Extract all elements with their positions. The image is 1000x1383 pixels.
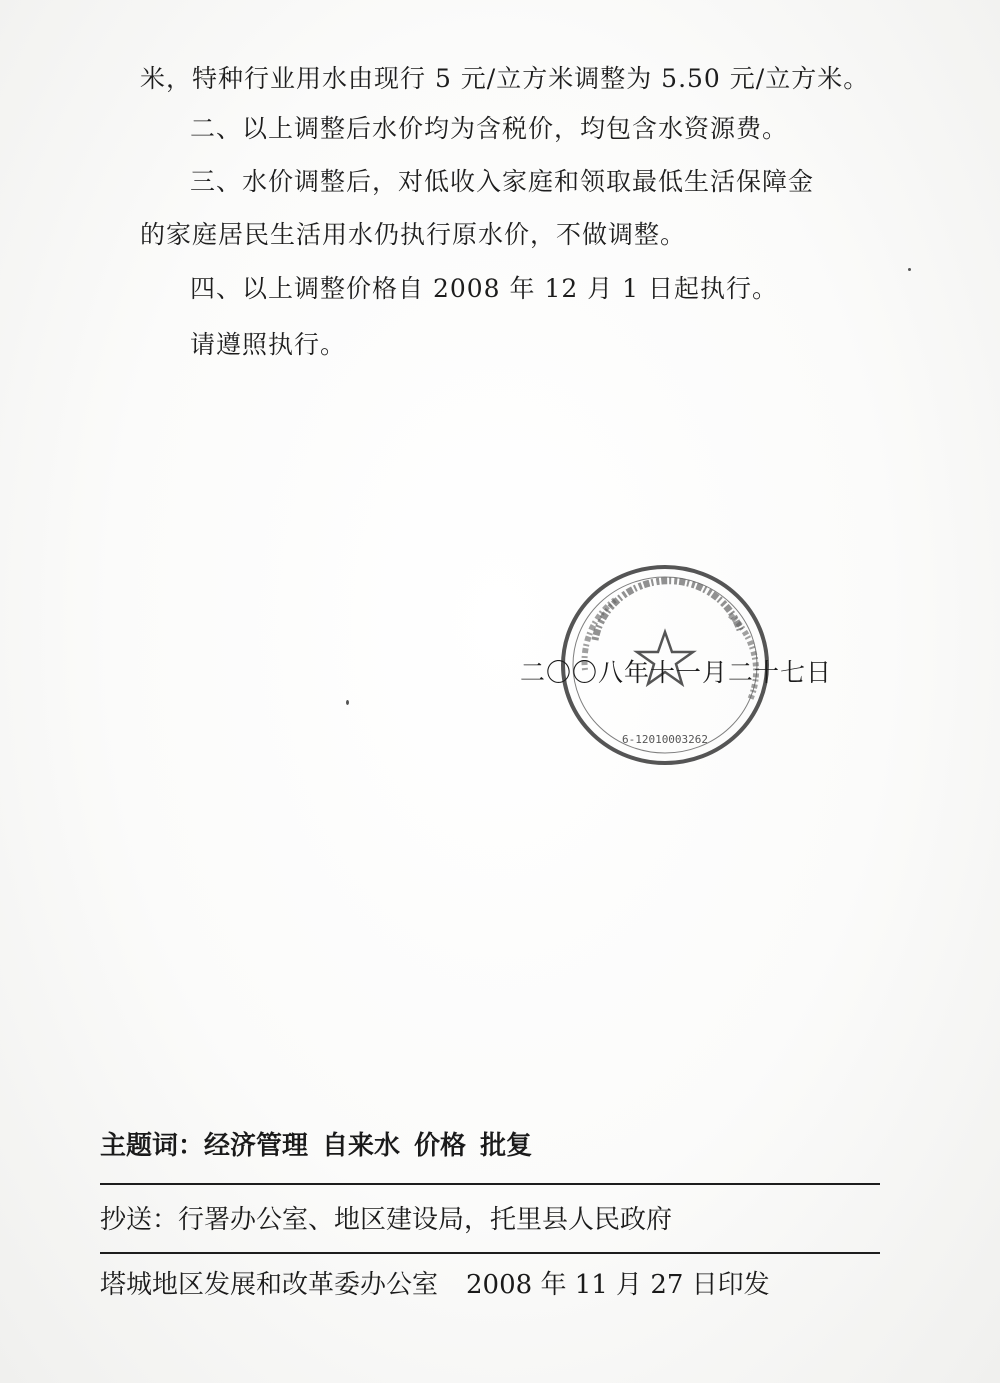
issuer-line <box>100 1267 770 1303</box>
scan-speck <box>346 700 349 705</box>
cc-line <box>100 1202 672 1238</box>
body-line-6: 请遵照执行。 <box>190 330 347 359</box>
seal-code: 6-12010003262 <box>621 733 709 746</box>
keywords-line <box>100 1128 546 1164</box>
keyword: 自来水 <box>322 1131 401 1161</box>
body-line-3: 三、水价调整后，对低收入家庭和领取最低生活保障金 <box>190 167 815 196</box>
signature-date: 二〇〇八年十一月二十七日 <box>520 658 833 687</box>
keyword: 价格 <box>414 1131 467 1161</box>
issuer-name: 塔城地区发展和改革委办公室 <box>100 1270 439 1300</box>
keyword: 经济管理 <box>204 1131 309 1161</box>
divider-rule <box>100 1252 880 1254</box>
scan-speck <box>908 268 911 271</box>
body-line-2: 二、以上调整后水价均为含税价，均包含水资源费。 <box>190 114 789 143</box>
keywords-label: 主题词： <box>100 1131 205 1161</box>
cc-recipients: 行署办公室、地区建设局，托里县人民政府 <box>178 1205 673 1235</box>
issue-date: 2008 年 11 月 27 日印发 <box>466 1270 770 1300</box>
body-line-4: 的家庭居民生活用水仍执行原水价，不做调整。 <box>140 220 687 249</box>
divider-rule <box>100 1183 880 1185</box>
cc-label: 抄送： <box>100 1205 179 1235</box>
keyword: 批复 <box>480 1131 533 1161</box>
body-line-5: 四、以上调整价格自 2008 年 12 月 1 日起执行。 <box>190 274 779 303</box>
body-line-1: 米，特种行业用水由现行 5 元/立方米调整为 5.50 元/立方米。 <box>140 64 870 93</box>
